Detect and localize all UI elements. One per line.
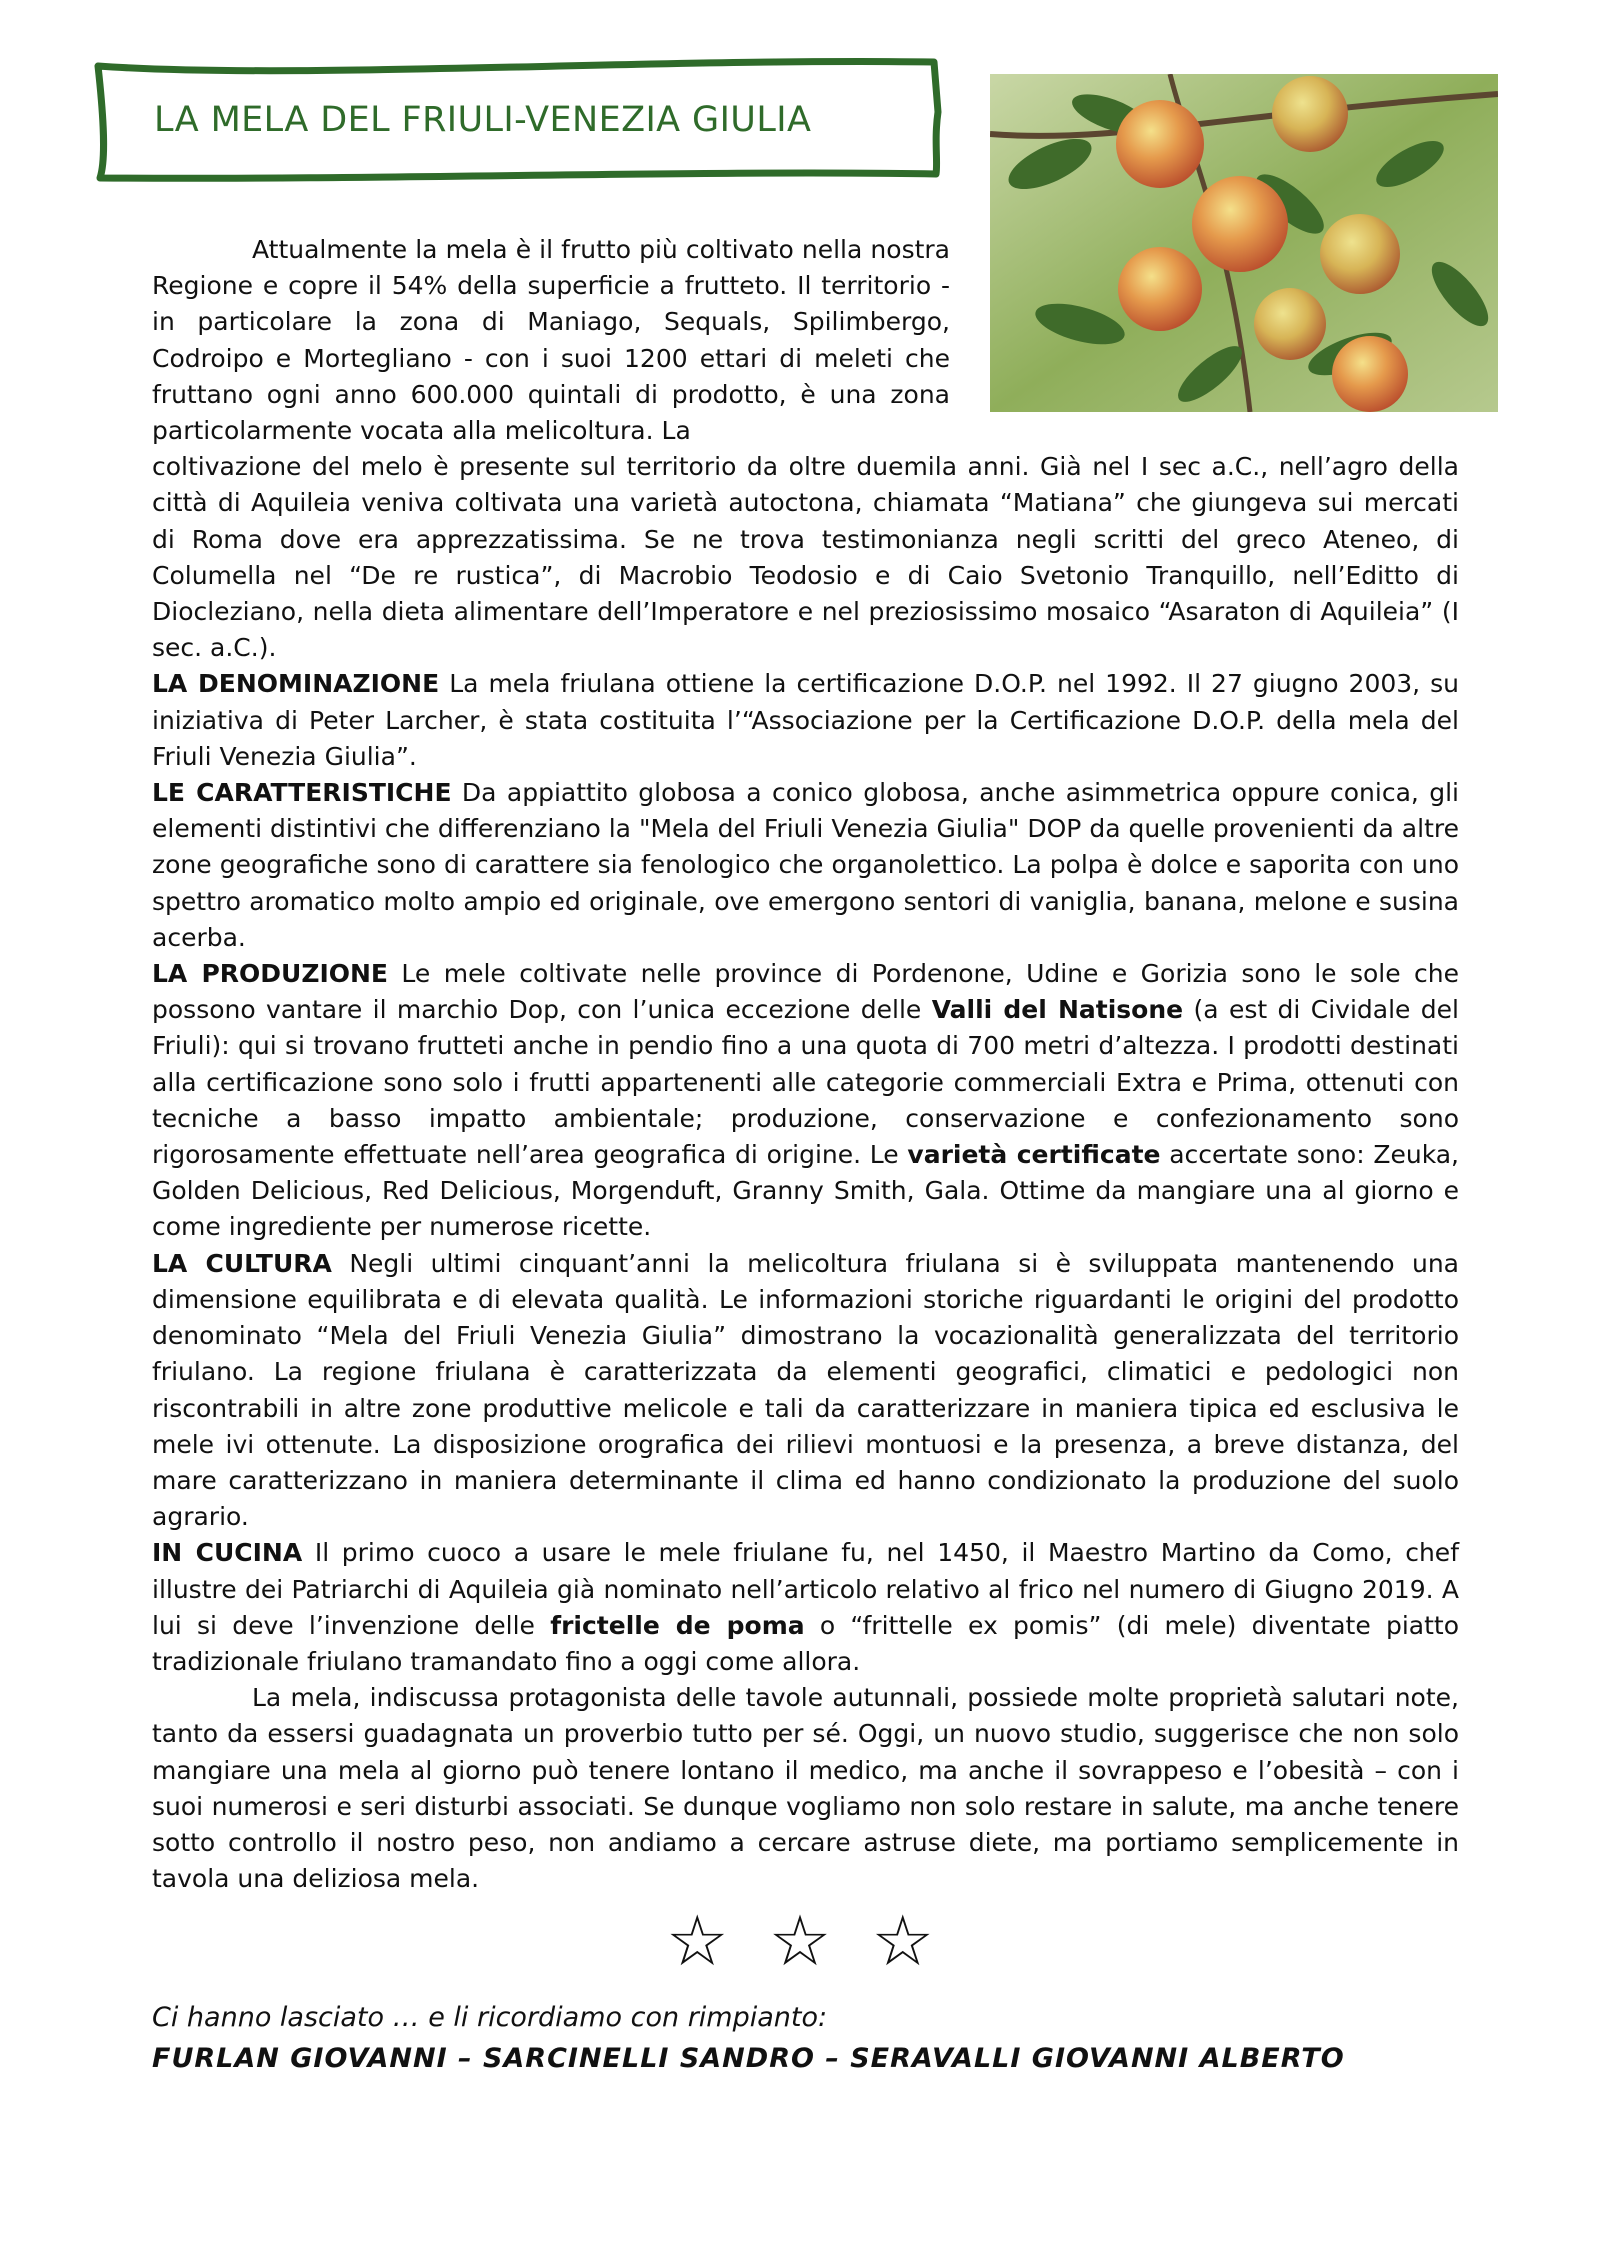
section-produzione [152, 956, 1459, 1246]
section-denominazione [152, 666, 1459, 775]
section-heading: LA PRODUZIONE [152, 959, 389, 989]
star-separator [0, 1900, 1600, 1982]
emphasis-text: varietà certificate [907, 1140, 1161, 1170]
article-body [152, 232, 1459, 1897]
section-text: Il primo cuoco a usare le mele friulane fu, nel 1450, il Maestro Martino da Como, chef illustre dei Patriarchi di Aquileia già nominato nell’articolo relativo al frico nel numero di Giugno 2019. A lui si deve l’invenzione delle [152, 1538, 1459, 1640]
section-text: Le mele coltivate nelle province di Pordenone, Udine e Gorizia sono le sole che possono vantare il marchio Dop, con l’unica eccezione delle [152, 959, 1459, 1025]
section-text: (a est di Cividale del Friuli): qui si trovano frutteti anche in pendio fino a una quota di 700 metri d’altezza. I prodotti destinati alla certificazione sono solo i frutti appartenenti alle categorie commerciali Extra e Prima, ottenuti con tecniche a basso impatto ambientale; produzione, conservazione e confezionamento sono rigorosamente effettuate nell’area geografica di origine. Le [152, 995, 1459, 1170]
section-cultura [152, 1246, 1459, 1536]
section-text: Da appiattito globosa a conico globosa, anche asimmetrica oppure conica, gli elementi distintivi che differenziano la "Mela del Friuli Venezia Giulia" DOP da quelle provenienti da altre zone geografiche sono di carattere sia fenologico che organolettico. La polpa è dolce e saporita con uno spettro aromatico molto ampio ed originale, ove emergono sentori di vaniglia, banana, melone e susina acerba. [152, 778, 1459, 952]
section-heading: LA CULTURA [152, 1248, 332, 1278]
emphasis-text: Valli del Natisone [931, 995, 1184, 1025]
memorial-line: Ci hanno lasciato … e li ricordiamo con rimpianto: [152, 2002, 828, 2033]
section-heading: LA DENOMINAZIONE [152, 669, 440, 699]
section-heading: IN CUCINA [152, 1538, 303, 1568]
memorial-block [152, 2002, 1345, 2074]
memorial-names: FURLAN GIOVANNI – SARCINELLI SANDRO – SERAVALLI GIOVANNI ALBERTO [152, 2043, 1345, 2074]
closing-paragraph: La mela, indiscussa protagonista delle tavole autunnali, possiede molte proprietà salutari note, tanto da essersi guadagnata un proverbio tutto per sé. Oggi, un nuovo studio, suggerisce che non solo mangiare una mela al giorno può tenere lontano il medico, ma anche il sovrappeso e l’obesità – con i suoi numerosi e seri disturbi associati. Se dunque vogliamo non solo restare in salute, ma anche tenere sotto controllo il nostro peso, non andiamo a cercare astruse diete, ma portiamo semplicemente in tavola una deliziosa mela. [152, 1683, 1459, 1894]
intro-paragraph-rest: coltivazione del melo è presente sul territorio da oltre duemila anni. Già nel I sec a.C., nell’agro della città di Aquileia veniva coltivata una varietà autoctona, chiamata “Matiana” che giungeva sui mercati di Roma dove era apprezzatissima. Se ne trova testimonianza negli scritti del greco Ateneo, di Columella nel “De re rustica”, di Macrobio Teodosio e di Caio Svetonio Tranquillo, nell’Editto di Diocleziano, nella dieta alimentare dell’Imperatore e nel preziosissimo mosaico “Asaraton di Aquileia” (I sec. a.C.). [152, 452, 1459, 663]
intro-paragraph-lead: Attualmente la mela è il frutto più coltivato nella nostra Regione e copre il 54% della superficie a frutteto. Il territorio - in particolare la zona di Maniago, Sequals, Spilimbergo, Codroipo e Mortegliano - con i suoi 1200 ettari di meleti che fruttano ogni anno 600.000 quintali di prodotto, è una zona particolarmente vocata alla melicoltura. La [152, 235, 950, 446]
section-heading: LE CARATTERISTICHE [152, 778, 452, 808]
star-outline-icon: ☆☆☆ [665, 1900, 975, 1982]
section-text: accertate sono: Zeuka, Golden Delicious, Red Delicious, Morgenduft, Granny Smith, Gala. Ottime da mangiare una al giorno e come ingrediente per numerose ricette. [152, 1140, 1460, 1242]
section-caratteristiche [152, 775, 1459, 956]
section-text: o “frittelle ex pomis” (di mele) diventate piatto tradizionale friulano tramandato fino a oggi come allora. [152, 1610, 1459, 1676]
section-text: La mela friulana ottiene la certificazione D.O.P. nel 1992. Il 27 giugno 2003, su iniziativa di Peter Larcher, è stata costituita l’“Associazione per la Certificazione D.O.P. della mela del Friuli Venezia Giulia”. [152, 669, 1459, 771]
emphasis-text: frictelle de poma [550, 1610, 805, 1640]
section-text: Negli ultimi cinquant’anni la melicoltura friulana si è sviluppata mantenendo una dimensione equilibrata e di elevata qualità. Le informazioni storiche riguardanti le origini del prodotto denominato “Mela del Friuli Venezia Giulia” dimostrano la vocazionalità generalizzata del territorio friulano. La regione friulana è caratterizzata da elementi geografici, climatici e pedologici non riscontrabili in altre zone produttive melicole e tali da caratterizzare in maniera tipica ed esclusiva le mele ivi ottenute. La disposizione orografica dei rilievi montuosi e la presenza, a breve distanza, del mare caratterizzano in maniera determinante il clima ed hanno condizionato la produzione del suolo agrario. [152, 1248, 1460, 1532]
section-cucina [152, 1535, 1459, 1680]
page-title: LA MELA DEL FRIULI-VENEZIA GIULIA [154, 100, 812, 140]
title-banner [92, 50, 942, 184]
